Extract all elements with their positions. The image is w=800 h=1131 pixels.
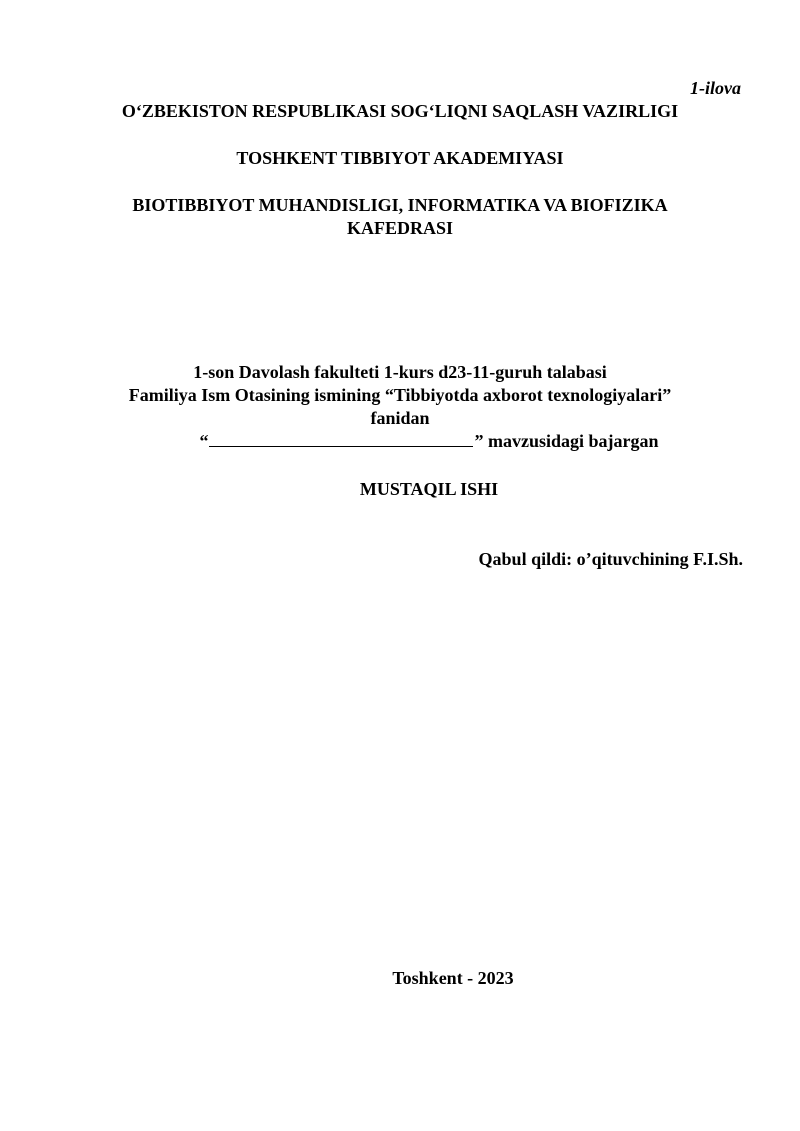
accepted-by: Qabul qildi: o’qituvchining F.I.Sh. [478, 549, 743, 569]
work-title: MUSTAQIL ISHI [359, 479, 499, 499]
topic-line [0, 430, 800, 453]
topic-open-quote: “ [199, 431, 209, 451]
city-year-footer: Toshkent - 2023 [392, 968, 514, 988]
department-heading-line1: BIOTIBBIYOT MUHANDISLIGI, INFORMATIKA VA BIOFIZIKA [132, 195, 668, 215]
student-info-line1: 1-son Davolash fakulteti 1-kurs d23-11-guruh talabasi [193, 362, 607, 382]
annex-label: 1-ilova [690, 78, 741, 98]
student-info-line2: Familiya Ism Otasining ismining “Tibbiyotda axborot texnologiyalari” [128, 385, 672, 405]
topic-close-text: ” mavzusidagi bajargan [474, 431, 659, 451]
department-heading-line2: KAFEDRASI [346, 218, 453, 238]
topic-blank [209, 430, 473, 447]
ministry-heading: O‘ZBEKISTON RESPUBLIKASI SOG‘LIQNI SAQLASH VAZIRLIGI [121, 101, 679, 121]
academy-heading: TOSHKENT TIBBIYOT AKADEMIYASI [236, 148, 564, 168]
student-info-line3: fanidan [370, 408, 430, 428]
